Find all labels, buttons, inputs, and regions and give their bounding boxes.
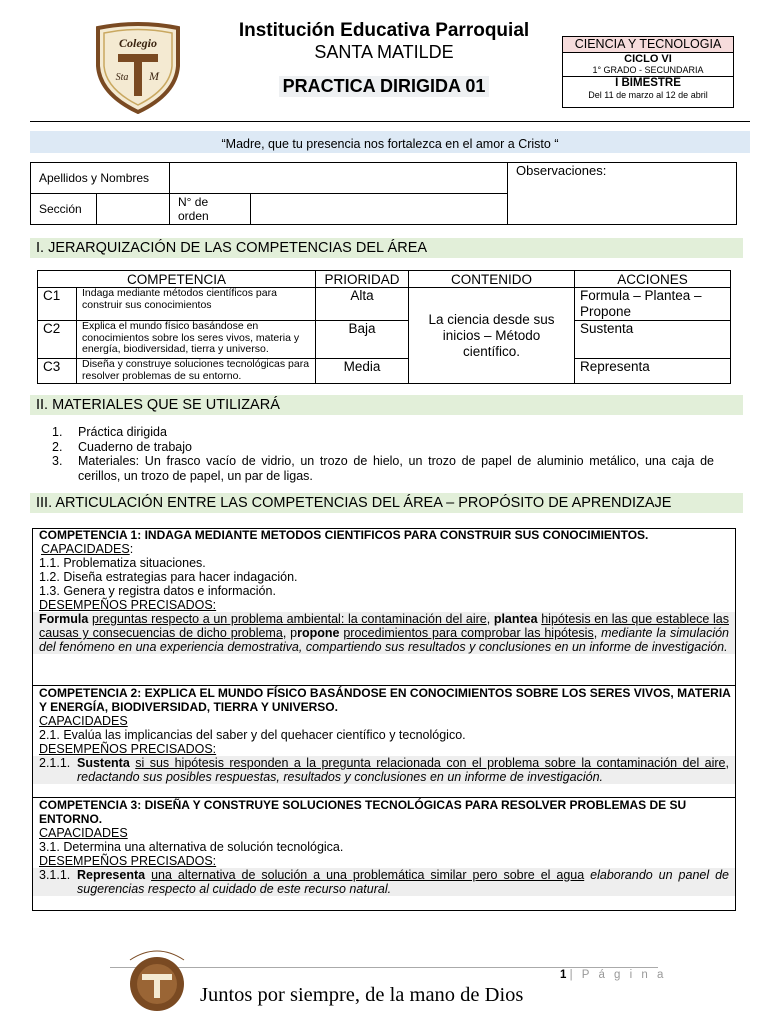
competency-priority: Baja: [316, 321, 409, 359]
observations-label: Observaciones:: [516, 163, 607, 178]
grado-label: 1° GRADO - SECUNDARIA: [563, 65, 733, 77]
performance-text: Formula preguntas respecto a un problema ambiental: la contaminación del aire, plantea hipótesis en las que establece las causas y consecuencias de dicho problema, propone procedimientos para comprobar las hipótesis, mediante la simulación del fenómeno en una experiencia demostrativa, compartiendo sus resultados y conclusiones en un informe de investigación.: [33, 612, 735, 654]
area-label: CIENCIA Y TECNOLOGIA: [563, 37, 733, 53]
capacity-item: 2.1. Evalúa las implicancias del saber y del quehacer científico y tecnológico.: [39, 728, 466, 742]
table-row: [38, 359, 731, 384]
page-label: | P á g i n a: [569, 969, 667, 981]
school-crest-logo: [94, 22, 182, 114]
bimestre-label: I BIMESTRE: [615, 77, 681, 89]
capacity-item: 1.2. Diseña estrategias para hacer indagación.: [39, 570, 298, 584]
svg-text:M: M: [149, 69, 159, 83]
col-header-prioridad: PRIORIDAD: [316, 271, 409, 288]
performance-label: DESEMPEÑOS PRECISADOS:: [39, 854, 217, 868]
performance-part: si sus hipótesis responden a la pregunta relacionada con el problema sobre la contaminación del aire: [135, 756, 726, 770]
list-number: 3.: [52, 454, 63, 468]
ciclo-label: CICLO VI: [624, 53, 672, 65]
practice-title-text: PRACTICA DIRIGIDA 01: [279, 76, 490, 97]
materials-list: [52, 425, 714, 483]
performance-part: preguntas respecto a un problema ambiental: la contaminación del aire: [91, 612, 487, 626]
capacities-label: CAPACIDADES: [39, 714, 128, 728]
competency-actions: Sustenta: [575, 321, 731, 359]
competency-desc: Indaga mediante métodos científicos para construir sus conocimientos: [77, 288, 316, 321]
capacity-item: 1.3. Genera y registra datos e información.: [39, 584, 276, 598]
list-text: Práctica dirigida: [78, 425, 167, 439]
competency-1-block: [33, 527, 735, 654]
performance-part: procedimientos para comprobar las hipótesis: [343, 626, 594, 640]
verb-propone: ropone: [297, 626, 340, 640]
capacities-label: CAPACIDADES: [41, 542, 130, 556]
competencies-table: [37, 270, 731, 384]
list-text: Materiales: Un frasco vacío de vidrio, un trozo de hielo, un trozo de papel de aluminio metálico, una caja de cerillos, un trozo de papel, un par de ligas.: [78, 454, 714, 483]
performance-part: redactando sus posibles respuestas, resultados y conclusiones en un informe de investigación.: [77, 770, 604, 784]
svg-text:Colegio: Colegio: [119, 36, 157, 50]
names-field[interactable]: [170, 163, 508, 194]
verb-representa: Representa: [77, 868, 146, 882]
footer-logo: [122, 944, 192, 1014]
competency-desc: Explica el mundo físico basándose en conocimientos sobre los seres vivos, materia y energía, biodiversidad, tierra y universo.: [77, 321, 316, 359]
performance-number: 2.1.1.: [39, 756, 71, 770]
section-label: Sección: [31, 194, 97, 225]
competency-priority: Media: [316, 359, 409, 384]
competency-code: C1: [38, 288, 77, 321]
competency-3-block: [33, 798, 735, 896]
competency-actions: Representa: [575, 359, 731, 384]
performance-part: hipótesis en las que establece las causas y consecuencias de dicho problema: [39, 612, 729, 640]
list-number: 1.: [52, 425, 63, 439]
institution-name: Institución Educativa Parroquial: [238, 20, 530, 41]
date-range: Del 11 de marzo al 12 de abril: [588, 90, 708, 100]
observations-field[interactable]: [508, 163, 737, 225]
competency-desc: Diseña y construye soluciones tecnológicas para resolver problemas de su entorno.: [77, 359, 316, 384]
capacity-item: 3.1. Determina una alternativa de solución tecnológica.: [39, 840, 344, 854]
competency-code: C3: [38, 359, 77, 384]
performance-text: [33, 868, 735, 896]
competency-1-title: COMPETENCIA 1: INDAGA MEDIANTE METODOS CIENTIFICOS PARA CONSTRUIR SUS CONOCIMIENTOS.: [39, 528, 649, 542]
list-text: Cuaderno de trabajo: [78, 439, 192, 454]
performance-label: DESEMPEÑOS PRECISADOS:: [39, 598, 217, 612]
competency-priority: Alta: [316, 288, 409, 321]
list-number: 2.: [52, 439, 63, 454]
table-row: [38, 321, 731, 359]
verb-formula: Formula: [39, 612, 89, 626]
verb-sustenta: Sustenta: [77, 756, 130, 770]
section-1-heading: I. JERARQUIZACIÓN DE LAS COMPETENCIAS DEL ÁREA: [30, 238, 743, 258]
competency-content: La ciencia desde sus inicios – Método científico.: [409, 288, 575, 384]
competency-actions: Formula – Plantea – Propone: [575, 288, 731, 321]
capacity-item: 1.1. Problematiza situaciones.: [39, 556, 206, 570]
col-header-contenido: CONTENIDO: [409, 271, 575, 288]
performance-text: 2.1.1. Sustenta si sus hipótesis responden a la pregunta relacionada con el problema sobre la contaminación del aire, redactando sus posibles respuestas, resultados y conclusiones en un informe de investigación.: [33, 756, 735, 784]
order-label: N° de orden: [170, 194, 251, 225]
performance-part: elaborando un panel de sugerencias respecto al cuidado de este recurso natural.: [77, 868, 729, 896]
student-info-table: [30, 162, 737, 225]
names-label: Apellidos y Nombres: [31, 163, 170, 194]
competency-2-title: COMPETENCIA 2: EXPLICA EL MUNDO FÍSICO BASÁNDOSE EN CONOCIMIENTOS SOBRE LOS SERES VIVOS, MATERIA Y ENERGÍA, BIODIVERSIDAD, TIERRA Y UNIVERSO.: [39, 686, 731, 714]
order-field[interactable]: [251, 194, 508, 225]
performance-part: una alternativa de solución a una problemática similar pero sobre el agua: [151, 868, 585, 882]
section-2-heading: II. MATERIALES QUE SE UTILIZARÁ: [30, 395, 743, 415]
competency-code: C2: [38, 321, 77, 359]
header-divider: [30, 121, 750, 122]
capacities-label: CAPACIDADES: [39, 826, 128, 840]
competency-2-block: [33, 686, 735, 784]
propone-p: p: [290, 626, 298, 640]
performance-number: 3.1.1.: [39, 868, 71, 882]
section-3-heading: III. ARTICULACIÓN ENTRE LAS COMPETENCIAS DEL ÁREA – PROPÓSITO DE APRENDIZAJE: [30, 493, 743, 513]
list-item: [52, 454, 714, 483]
section-field[interactable]: [97, 194, 170, 225]
capacities-label-row: CAPACIDADES:: [33, 542, 735, 556]
school-name: SANTA MATILDE: [314, 42, 454, 62]
list-item: [52, 440, 714, 455]
competency-3-title: COMPETENCIA 3: DISEÑA Y CONSTRUYE SOLUCIONES TECNOLÓGICAS PARA RESOLVER PROBLEMAS DE SU ENTORNO.: [39, 798, 687, 826]
page-number-row: [560, 969, 680, 981]
footer-divider: [110, 967, 658, 968]
col-header-acciones: ACCIONES: [575, 271, 731, 288]
motto-banner: “Madre, que tu presencia nos fortalezca en el amor a Cristo “: [30, 131, 750, 153]
performance-part: mediante la simulación del fenómeno en una experiencia demostrativa, compartiendo sus resultados y conclusiones en un informe de investigación.: [39, 626, 730, 654]
footer-slogan: Juntos por siempre, de la mano de Dios: [200, 984, 524, 1006]
verb-plantea: plantea: [493, 612, 538, 626]
practice-title: [200, 76, 568, 97]
performance-label: DESEMPEÑOS PRECISADOS:: [39, 742, 217, 756]
svg-text:Sta: Sta: [115, 72, 129, 83]
col-header-competencia: COMPETENCIA: [38, 271, 316, 288]
course-info-box: [562, 36, 734, 108]
page-number: 1: [560, 969, 567, 981]
table-row: [38, 288, 731, 321]
list-item: [52, 425, 714, 440]
